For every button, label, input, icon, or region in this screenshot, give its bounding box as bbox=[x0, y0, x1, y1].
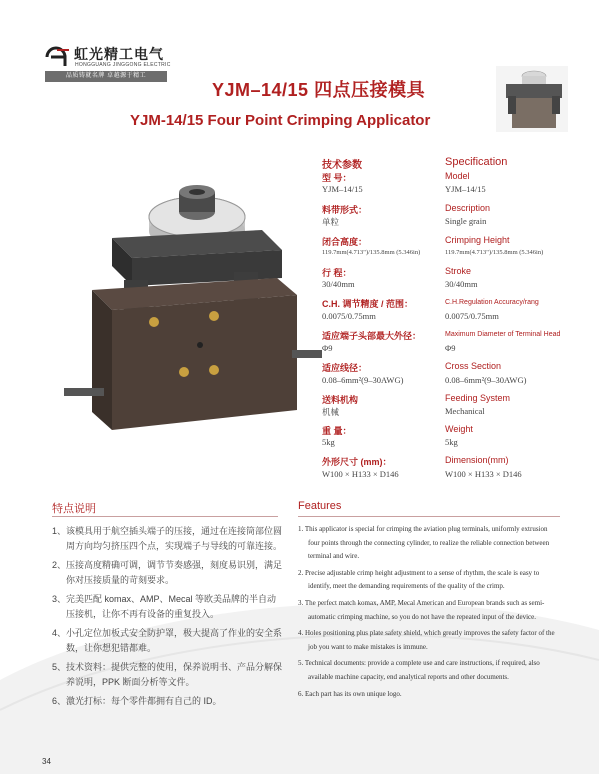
list-item: 2. Precise adjustable crimp height adjustment to a sense of rhythm, the scale is easy to identify, meet the demanding requirements of the quality of the crimp. bbox=[298, 568, 540, 591]
list-item: 4. Holes positioning plus plate safety shield, which greatly improves the safety factor of the job you want to make mistakes is immune. bbox=[298, 629, 555, 651]
spec-label-en: Dimension(mm) bbox=[445, 455, 509, 465]
spec-label-cn: 外形尺寸 (mm)： bbox=[322, 457, 392, 467]
list-item: 4、小孔定位加板式安全防护罩，极大提高了作业的安全系数，让你想犯错都难。 bbox=[52, 628, 283, 653]
list-item: 5、技术资料：提供完整的使用，保养说明书、产品分解保养说明，PPK 断面分析等文件。 bbox=[52, 662, 283, 687]
spec-value-cn: 119.7mm(4.713")/135.8mm (5.346in) bbox=[322, 249, 421, 256]
spec-value-en: Φ9 bbox=[445, 343, 456, 353]
spec-label-en: Weight bbox=[445, 424, 473, 434]
spec-header-en: Specification bbox=[445, 156, 508, 168]
page-title-cn: YJM–14/15 四点压接模具 bbox=[212, 80, 426, 100]
spec-label-en: Feeding System bbox=[445, 393, 511, 403]
spec-label-en: Crimping Height bbox=[445, 235, 510, 245]
features-list-en bbox=[298, 523, 560, 701]
spec-header-cn: 技术参数 bbox=[322, 160, 362, 171]
spec-label-cn: 适应端子头部最大外径： bbox=[322, 331, 422, 341]
spec-label-cn: 送料机构 bbox=[322, 395, 359, 405]
divider bbox=[52, 516, 278, 517]
spec-value-cn: W100 × H133 × D146 bbox=[322, 469, 399, 479]
spec-label-cn: 重 量： bbox=[322, 426, 352, 436]
spec-label-cn: 闭合高度： bbox=[322, 237, 368, 247]
spec-value-en: 0.08–6mm²(9–30AWG) bbox=[445, 375, 527, 385]
features-title-cn: 特点说明 bbox=[52, 503, 96, 515]
spec-value-cn: 0.0075/0.75mm bbox=[322, 311, 376, 321]
divider bbox=[298, 516, 560, 517]
crimping-applicator-image bbox=[62, 160, 324, 450]
features-title-en: Features bbox=[298, 500, 342, 512]
spec-value-cn: 机械 bbox=[322, 407, 340, 417]
spec-label-en: Cross Section bbox=[445, 361, 502, 371]
list-item: 2、压接高度精确可调，调节节奏感强，刻度易识别，满足你对压接质量的苛刻要求。 bbox=[52, 560, 283, 585]
list-item: 1、该模具用于航空插头端子的压接，通过在连接筒部位圆周方向均匀挤压四个点，实现端子与导线的可靠连接。 bbox=[52, 526, 283, 551]
spec-label-en: Maximum Diameter of Terminal Head bbox=[445, 331, 561, 338]
spec-value-cn: 单粒 bbox=[322, 217, 340, 227]
list-item: 1. This applicator is special for crimping the aviation plug terminals, uniformly extrusion four points through the connecting cylinder, to realize the reliable connection between terminal and wire. bbox=[298, 525, 550, 561]
spec-label-en: Stroke bbox=[445, 266, 472, 276]
spec-value-cn: Φ9 bbox=[322, 343, 333, 353]
spec-label-en: C.H.Regulation Accuracy/rang bbox=[445, 299, 539, 306]
list-item: 6. Each part has its own unique logo. bbox=[298, 689, 402, 698]
spec-value-cn: YJM–14/15 bbox=[322, 184, 363, 194]
spec-value-en: 119.7mm(4.713")/135.8mm (5.346in) bbox=[445, 249, 544, 256]
list-item: 3. The perfect match komax, AMP, Mecal American and European brands such as semi-automatic crimping machine, so you do not have the repeated input of the device. bbox=[298, 598, 545, 621]
spec-label-cn: 行 程： bbox=[322, 268, 352, 278]
brand-slogan: 品质铸就名牌 卓越源于精工 bbox=[45, 71, 167, 82]
spec-label-cn: 型 号： bbox=[322, 173, 352, 183]
brand-name-cn: 虹光精工电气 bbox=[74, 46, 164, 62]
page-title-en: YJM-14/15 Four Point Crimping Applicator bbox=[130, 112, 431, 129]
spec-value-en: 0.0075/0.75mm bbox=[445, 311, 499, 321]
page-number: 34 bbox=[42, 757, 51, 766]
spec-value-en: 5kg bbox=[445, 437, 458, 447]
features-list-cn bbox=[52, 524, 282, 709]
product-thumbnail-image bbox=[496, 66, 568, 132]
spec-value-cn: 0.08–6mm²(9–30AWG) bbox=[322, 375, 404, 385]
spec-value-en: W100 × H133 × D146 bbox=[445, 469, 522, 479]
spec-label-en: Description bbox=[445, 203, 491, 213]
spec-value-cn: 30/40mm bbox=[322, 279, 355, 289]
spec-value-cn: 5kg bbox=[322, 437, 335, 447]
list-item: 5. Technical documents: provide a complete use and care instructions, if required, also available machine capacity, end analytical reports and other documents. bbox=[298, 659, 540, 681]
brand-name-en: HONGGUANG JINGGONG ELECTRIC bbox=[75, 62, 171, 68]
spec-value-en: 30/40mm bbox=[445, 279, 478, 289]
brand-logo-icon bbox=[45, 46, 71, 68]
spec-value-en: Single grain bbox=[445, 216, 487, 226]
spec-label-cn: 适应线径： bbox=[322, 363, 368, 373]
spec-value-en: Mechanical bbox=[445, 406, 485, 416]
list-item: 3、完美匹配 komax、AMP、Mecal 等欧美品牌的半自动压接机，让你不再有设备的重复投入。 bbox=[52, 594, 277, 619]
spec-value-en: YJM–14/15 bbox=[445, 184, 486, 194]
spec-label-cn: C.H. 调节精度 / 范围： bbox=[322, 299, 414, 309]
spec-label-en: Model bbox=[445, 171, 470, 181]
spec-label-cn: 料带形式： bbox=[322, 205, 368, 215]
list-item: 6、激光打标：每个零件都拥有自己的 ID。 bbox=[52, 696, 222, 706]
